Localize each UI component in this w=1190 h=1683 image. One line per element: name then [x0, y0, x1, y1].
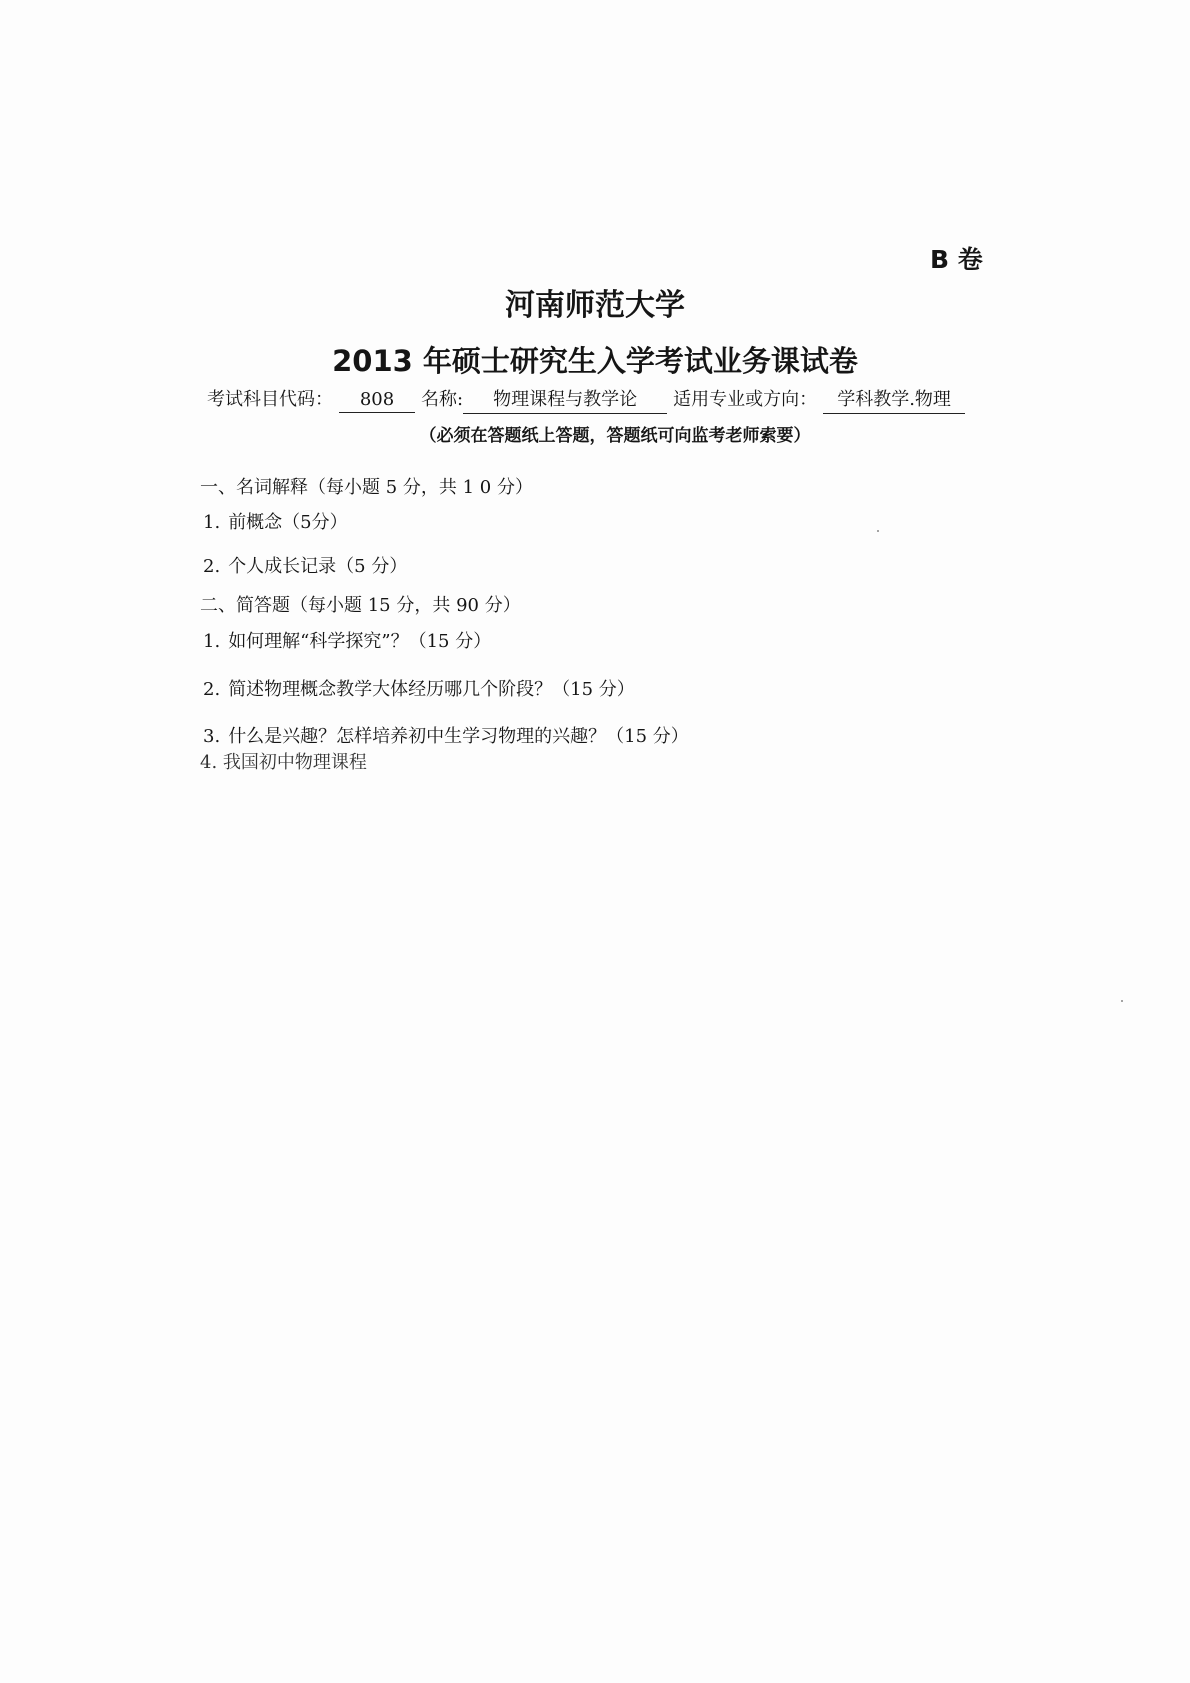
- major-value: 学科教学.物理: [823, 385, 965, 414]
- question-item: [203, 627, 491, 653]
- exam-title: 2013 年硕士研究生入学考试业务课试卷: [332, 344, 858, 378]
- question-number: 2.: [203, 556, 221, 577]
- section-2-heading: 二、简答题（每小题 15 分，共 90 分）: [200, 595, 521, 616]
- question-text: 个人成长记录（5 分）: [228, 556, 408, 577]
- question-item: [203, 508, 348, 534]
- question-number: 1.: [203, 512, 221, 533]
- scan-speck: [877, 530, 879, 532]
- question-text: 简述物理概念教学大体经历哪几个阶段？（15 分）: [228, 679, 635, 700]
- question-number: 3.: [203, 726, 221, 747]
- question-item: [203, 722, 689, 748]
- subject-info-line: [207, 385, 965, 414]
- question-number: 1.: [203, 631, 221, 652]
- truncated-question-line: [200, 752, 420, 773]
- subject-name-value: 物理课程与教学论: [463, 385, 667, 414]
- subject-code-value: 808: [339, 389, 415, 413]
- truncated-question-text: 4. 我国初中物理课程: [200, 752, 367, 773]
- scan-speck: [1121, 1000, 1123, 1002]
- question-item: [203, 675, 635, 701]
- subject-code-label: 考试科目代码：: [207, 389, 333, 410]
- major-label: 适用专业或方向：: [673, 389, 818, 410]
- section-1-heading: 一、名词解释（每小题 5 分，共 1 0 分）: [200, 477, 533, 498]
- question-text: 如何理解“科学探究”？（15 分）: [228, 631, 492, 652]
- answer-sheet-notice: （必须在答题纸上答题，答题纸可向监考老师索要）: [419, 426, 811, 446]
- question-item: [203, 552, 407, 578]
- school-name: 河南师范大学: [505, 288, 685, 323]
- paper-version: B 卷: [930, 245, 983, 274]
- subject-name-label: 名称:: [421, 389, 464, 410]
- question-text: 前概念（5分）: [228, 512, 348, 533]
- question-text: 什么是兴趣？怎样培养初中生学习物理的兴趣？（15 分）: [228, 726, 689, 747]
- question-number: 2.: [203, 679, 221, 700]
